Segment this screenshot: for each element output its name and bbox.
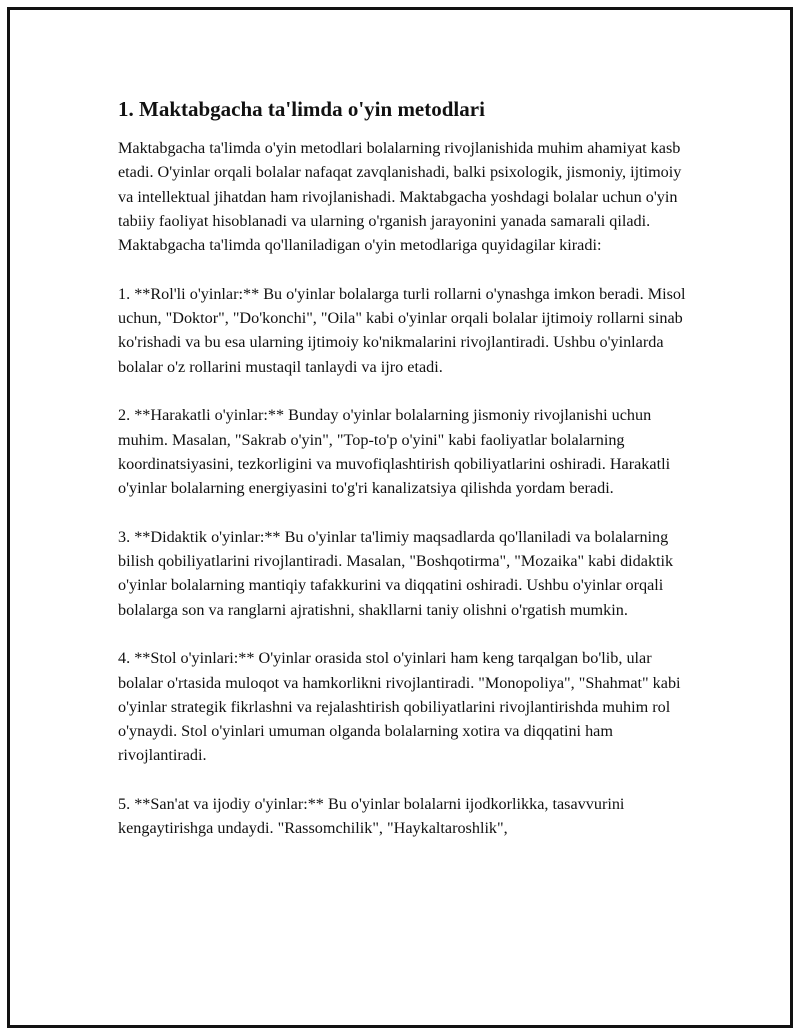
paragraph-art-games: 5. **San'at va ijodiy o'yinlar:** Bu o'yinlar bolalarni ijodkorlikka, tasavvurini kengaytirishga undaydi. "Rassomchilik", "Haykaltaroshlik", [118,795,625,838]
document-page [7,7,793,1028]
section-heading: 1. Maktabgacha ta'limda o'yin metodlari [118,97,485,121]
paragraph-didactic-games: 3. **Didaktik o'yinlar:** Bu o'yinlar ta'limiy maqsadlarda qo'llaniladi va bolalarning bilish qobiliyatlarini rivojlantiradi. Masalan, "Boshqotirma", "Mozaika" kabi didaktik o'yinlar bolalarning mantiqiy tafakkurini va diqqatini oshiradi. Ushbu o'yinlar orqali bolalarga son va ranglarni ajratishni, shakllarni taniy olishni o'rgatish mumkin. [118,527,674,619]
paragraph-board-games: 4. **Stol o'yinlari:** O'yinlar orasida stol o'yinlari ham keng tarqalgan bo'lib, ular bolalar o'rtasida muloqot va hamkorlikni rivojlantiradi. "Monopoliya", "Shahmat" kabi o'yinlar strategik fikrlashni va rejalashtirish qobiliyatlarini rivojlantirishda muhim rol o'ynaydi. Stol o'yinlari umuman olganda bolalarning xotira va diqqatini ham rivojlantiradi. [118,649,681,765]
intro-paragraph: Maktabgacha ta'limda o'yin metodlari bolalarning rivojlanishida muhim ahamiyat kasb etadi. O'yinlar orqali bolalar nafaqat zavqlanishadi, balki psixologik, jismoniy, ijtimoiy va intellektual jihatdan ham rivojlanishadi. Maktabgacha yoshdagi bolalar uchun o'yin tabiiy faoliyat hisoblanadi va ularning o'rganish jarayonini yanada samarali qiladi. Maktabgacha ta'limda qo'llaniladigan o'yin metodlariga quyidagilar kiradi: [118,139,682,255]
document-body [118,94,693,865]
paragraph-role-games: 1. **Rol'li o'yinlar:** Bu o'yinlar bolalarga turli rollarni o'ynashga imkon beradi. Misol uchun, "Doktor", "Do'konchi", "Oila" kabi o'yinlar orqali bolalar ijtimoiy rollarni sinab ko'rishadi va bu esa ularning ijtimoiy ko'nikmalarini rivojlantiradi. Ushbu o'yinlarda bolalar o'z rollarini mustaqil tanlaydi va ijro etadi. [118,284,686,376]
paragraph-active-games: 2. **Harakatli o'yinlar:** Bunday o'yinlar bolalarning jismoniy rivojlanishi uchun muhim. Masalan, "Sakrab o'yin", "Top-to'p o'yini" kabi faoliyatlar bolalarning koordinatsiyasini, tezkorligini va muvofiqlashtirish qobiliyatlarini oshiradi. Harakatli o'yinlar bolalarning energiyasini to'g'ri kanalizatsiya qilishda yordam beradi. [118,406,671,498]
